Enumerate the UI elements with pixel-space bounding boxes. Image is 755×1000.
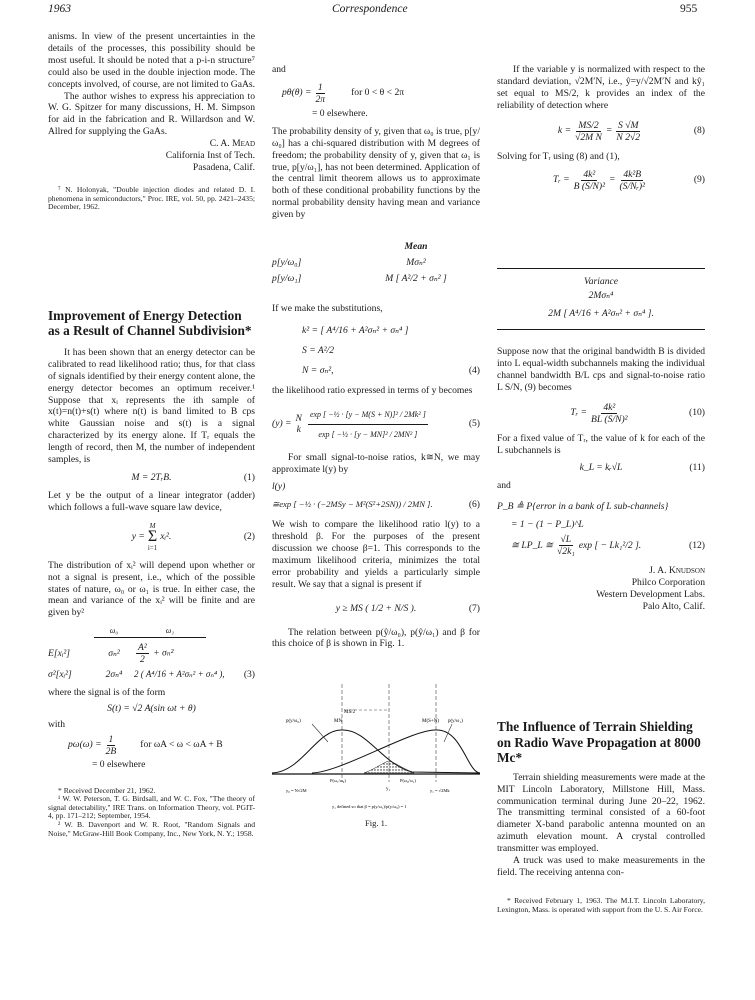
author-affil: Western Development Labs. [596,589,705,601]
mean-table [272,241,480,285]
sub-lhs: N = [302,364,318,376]
sum-sign: Σ [147,527,158,545]
equation-signal [48,703,255,715]
cell-variance: 2Mσₙ⁴ [588,290,614,301]
equation-pw [68,734,255,757]
equation-8 [497,120,705,143]
paragraph: The distribution of xᵢ² will depend upon whether or not a signal is present, i.e., which of the possible states of nature, ω₀ or ω₁ is true. In either case, the mean and variance of the xᵢ² will be finite and are given by² [48,559,255,619]
sub-lhs: k² = [302,324,319,336]
equation-ptheta [282,82,480,105]
footnote: * Received February 1, 1963. The M.I.T. Lincoln Laboratory, Lexington, Mass. is operated with support from the U. S. Air Force. [497,895,705,914]
equation-6 [272,499,480,511]
sub-n [302,361,480,381]
equation-6-lhs: l(y) [272,481,286,493]
cell-mean: Mσₙ² [406,256,426,268]
equation-number: (2) [243,530,255,542]
row-label: σ²[xᵢ²] [48,669,72,681]
sub-s [302,341,480,361]
fig-label-right-err: P(ω₀/ω₁) [400,778,416,784]
paragraph: Let y be the output of a linear integrator (adder) which follows a full-wave square law device, [48,489,255,513]
article-title: Improvement of Energy Detection as a Result of Channel Subdivision* [48,307,252,339]
equation-lhs: pθ(θ) = [282,87,312,99]
frac-num: 1 [108,733,114,745]
col-header-w0: ω₀ [94,625,134,638]
frac-num: S √M [618,119,639,131]
paragraph: The relation between p(ŷ/ω₀), p(ŷ/ω₁) and β for this choice of β is shown in Fig. 1. [272,626,480,650]
figure-1 [272,664,480,834]
equation-expr: M = 2TᵣB. [131,472,172,483]
equation-10 [497,402,705,425]
fig-label-left-curve: p(y/ω₀) [286,719,301,725]
equation-term: xᵢ². [160,530,172,542]
author-affil: Philco Corporation [631,577,705,589]
frac-num: 4k²B [623,168,642,180]
column-3-lower [497,346,705,914]
equation-line: P_B ≜ P{error in a bank of L sub-channels} [497,501,669,513]
frac-den: exp [ −½ · [y − MN]² / 2MN² ] [318,429,418,439]
equation-lhs: (y) = [272,418,292,430]
equation-2 [48,522,255,552]
equation-line [511,534,705,557]
prev-footnote [48,186,255,212]
row-label: p[y/ω₀] [272,256,302,268]
frac-num: 1 [317,81,323,93]
frac-den: 2B [105,745,117,757]
cell: 2 ( A⁴/16 + A²σₙ² + σₙ⁴ ), [134,669,225,680]
running-header-page: 955 [680,3,698,15]
fig-label-right-axis: y₁ = √2Mk [430,788,450,794]
paragraph: with [48,718,66,730]
equation-number: (6) [468,499,480,511]
frac-den: 2 [139,654,145,666]
article2-footnote [497,897,705,914]
column-1 [48,31,255,838]
equation-9: Tᵣ = $\frac{\text{4k²}}{\text{B (S/N)²}}$ = $\frac{\text{4k²B}}{\text{(S/Nᵣ)²}}$ (9) [553,168,705,192]
equation-number: (9) [693,174,705,186]
fig-label-left-axis: y₀ = N√2M [286,788,307,794]
substitutions [302,321,480,381]
acknowledgment: The author wishes to express his appreciation to W. G. Spitzer for many discussions, H. M. Simpson for aid in the fabrication and R. Willardson and W. Allred for supplying the GaAs. [48,90,255,138]
equation-else: = 0 elsewhere [92,758,146,770]
paragraph: For small signal-to-noise ratios, k≅N, we may approximate l(y) by [272,451,480,475]
author-affil: Palo Alto, Calif. [642,601,705,613]
paragraph: the likelihood ratio expressed in terms of y becomes [272,384,473,396]
sub-lhs: S = [302,344,316,356]
paragraph: We wish to compare the likelihood ratio l(y) to a threshold β. For the purposes of the present discussion we choose β=1. This corresponds to the maximum likelihood criteria, minimizes the total error probability and yields a particularly simple result. We say that a signal is present if [272,519,480,590]
fig-label-threshold: y₁ [386,787,391,793]
fig-label-left-mean: MN [334,719,343,725]
equation-number: (12) [689,539,705,551]
equation-expr: ≅exp [ −½ · (−2MSy − M²(S²+2SN)) / 2MN ]. [272,499,433,510]
frac-den: B (S/N)² [573,180,605,192]
equation-lhs: Tᵣ = [553,174,570,186]
equation-line: = 1 − (1 − P_L)^L [511,519,584,531]
footnote: ² W. B. Davenport and W. R. Root, "Random Signals and Noise," McGraw-Hill Book Company, Inc., New York, N. Y.; 1958. [48,820,255,838]
prev-author-affil1: California Inst of Tech. [165,150,255,162]
prev-article-tail: anisms. In view of the present uncertainties in the details of the processes, this possibility should be most useful. It should be noted that a p-i-n structure⁷ could also be used in the double injection mode. The concepts involved, of course, are not limited to GaAs. [48,31,256,90]
equation-number: (8) [693,125,705,137]
equation-lhs: Tᵣ = [570,407,587,419]
footnotes [48,787,255,839]
sum-upper: M [149,521,156,530]
frac-den: (S/Nᵣ)² [619,180,645,192]
frac-num: √L [560,534,572,546]
variance-table [497,268,705,330]
prev-author-affil2: Pasadena, Calif. [192,162,255,174]
equation-lhs: y = [131,530,145,542]
equation-expr: S(t) = √2 A(sin ωt + θ) [107,702,196,714]
paragraph: If we make the substitutions, [272,302,383,314]
article2-title: The Influence of Terrain Shielding on Radio Wave Propagation at 8000 Mc* [497,719,701,766]
equation-lhs: pω(ω) = [68,739,102,751]
equation-tail: exp [ − Lk₁²/2 ]. [578,539,642,551]
prev-author-signature [48,138,255,174]
equation-condition: for 0 < θ < 2π [351,87,405,99]
frac-num: A² [138,642,147,654]
cell: 2σₙ⁴ [105,669,123,681]
cell-mean: M [ A²/2 + σₙ² ] [385,272,447,284]
equation-number: (1) [243,472,255,483]
row-label: E[xᵢ²] [48,647,70,659]
equals: = [605,125,613,137]
frac-den: √2k₁ [557,546,575,558]
equation-number: (11) [689,462,705,474]
fig-label-left-err: P(ω₁/ω₀) [330,778,346,784]
sum-lower: i=1 [147,543,158,552]
figure-1-plot [272,664,480,814]
equation-lhs: ≅ LP_L ≅ [511,539,554,551]
paragraph: A truck was used to make measurements in the field. The receiving antenna con- [497,855,705,878]
equation-expr: k_L = kᵣ√L [579,462,623,474]
sub-k [302,321,480,341]
prev-footnote-text: ⁷ N. Holonyak, "Double injection diodes and related D. I. phenomena in semiconductors," Proc. IRE, vol. 50, pp. 2421–2435; December, 1962. [48,185,255,212]
cell-variance: 2M [ A⁴/16 + A²σₙ² + σₙ⁴ ]. [548,308,654,319]
frac-den: √2M N [575,131,602,143]
sub-rhs: [ A⁴/16 + A²σₙ² + σₙ⁴ ] [320,324,409,336]
equation-number: (3) [243,669,255,681]
frac-den: N 2√2 [616,131,641,143]
column-2 [272,64,480,834]
moments-table [48,625,255,681]
row-label: p[y/ω₁] [272,272,302,284]
author-signature [497,565,705,613]
fig-label-right-curve: p(y/ω₁) [448,719,463,725]
text-and: and [272,64,286,75]
column-3 [497,64,705,198]
fig-label-threshold-def: y₁ defined so that β = p(y/ω₁)/p(y/ω₀) = 1 [332,804,407,810]
paragraph: Terrain shielding measurements were made at the MIT Lincoln Laboratory, Millstone Hill, Mass. communication terminal during June 20–22, 1962. The transmitting terminal consisted of a 60-foot diameter X-band parabolic antenna mounted on an azimuth elevation mount. A crystal controlled transmitter was employed. [497,771,705,855]
frac-den: k [296,424,301,436]
paragraph: Solving for Tᵣ using (8) and (1), [497,150,620,162]
frac-den: 2π [315,93,326,105]
equation-lhs: k = [557,125,572,137]
figure-caption: Fig. 1. [365,818,387,829]
footnote: * Received December 21, 1962. [58,785,156,795]
frac-den: BL (S/N)² [591,413,628,425]
equation-else: = 0 elsewhere. [312,107,368,119]
equation-condition: for ωA < ω < ωA + B [140,739,223,751]
frac-num: N [295,413,302,425]
paragraph: For a fixed value of Tᵣ, the value of k for each of the L subchannels is [497,432,705,456]
cell [134,642,233,665]
equation-11 [497,462,705,474]
equation-number: (7) [468,602,480,614]
frac-num: 4k² [583,168,596,180]
frac-num: exp [ −½ · [y − M(S + N)]² / 2Mk² ] [308,405,428,425]
fig-label-right-mean: M(S+N) [422,719,439,725]
equation-12 [497,498,705,557]
fig-label-gap: MS/2 [344,710,356,716]
summation [148,522,157,552]
equation-number: (4) [468,364,480,376]
equation-1 [48,472,255,484]
equation-expr: y ≥ MS ( 1/2 + N/S ). [335,602,417,614]
equation-number: (5) [468,418,480,430]
variance-header: Variance [583,276,619,287]
col-header-w1: ω₁ [134,625,206,638]
cell: σₙ² [108,647,120,659]
cell-tail: + σₙ² [153,647,174,659]
paragraph: where the signal is of the form [48,687,166,699]
running-header-year: 1963 [48,3,71,15]
author-name: J. A. Knudson [649,565,705,577]
paragraph: It has been shown that an energy detector can be calibrated to read likelihood ratio; thus, for that class of signals identified by their energy content alone, the energy detector becomes an optimum receiver.¹ Suppose that xᵢ represents the ith sample of x(t)=n(t)+s(t) where n(t) is band limited to B cps white Gaussian noise and s(t) is a signal characterized by its energy alone. If Tᵣ equals the length of record, then M, the number of independent samples, is [48,346,255,466]
footnote: ¹ W. W. Peterson, T. G. Birdsall, and W. C. Fox, "The theory of signal detectability," IRE Trans. on Information Theory, vol. PGIT-4, pp. 171–212; September, 1954. [48,794,255,821]
sub-rhs: A²/2 [317,344,335,356]
paragraph: The probability density of y, given that ω₀ is true, p[y/ω₀] has a chi-squared distribution with M degrees of freedom; the probability density of y, given that ω₁ is true, p[y/ω₁], has not been determined. Application of the central limit theorem allows us to approximate both of these conditional probability functions by the normal probability density having mean and variance given by [272,125,480,221]
paragraph: Suppose now that the original bandwidth B is divided into L equal-width subchannels making the individual channel bandwidth B/L cps and signal-to-noise ratio L S/N, (9) becomes [497,346,705,393]
equation-5 [272,405,480,444]
paragraph: If the variable y is normalized with respect to the standard deviation, √2M′N, i.e., ŷ=y/√2M′N and kŷ₁ set equal to MS/2, k provides an index of the reliability of detection where [497,64,705,111]
mean-header: Mean [404,241,428,253]
frac-num: MS/2 [578,119,599,131]
equation-number: (10) [689,407,705,419]
sub-rhs: σₙ², [319,364,334,376]
frac-num: 4k² [603,401,616,413]
equation-7 [272,603,480,615]
text-and: and [497,480,511,492]
running-header-section: Correspondence [332,3,408,15]
prev-author-name: C. A. Mead [209,138,255,150]
